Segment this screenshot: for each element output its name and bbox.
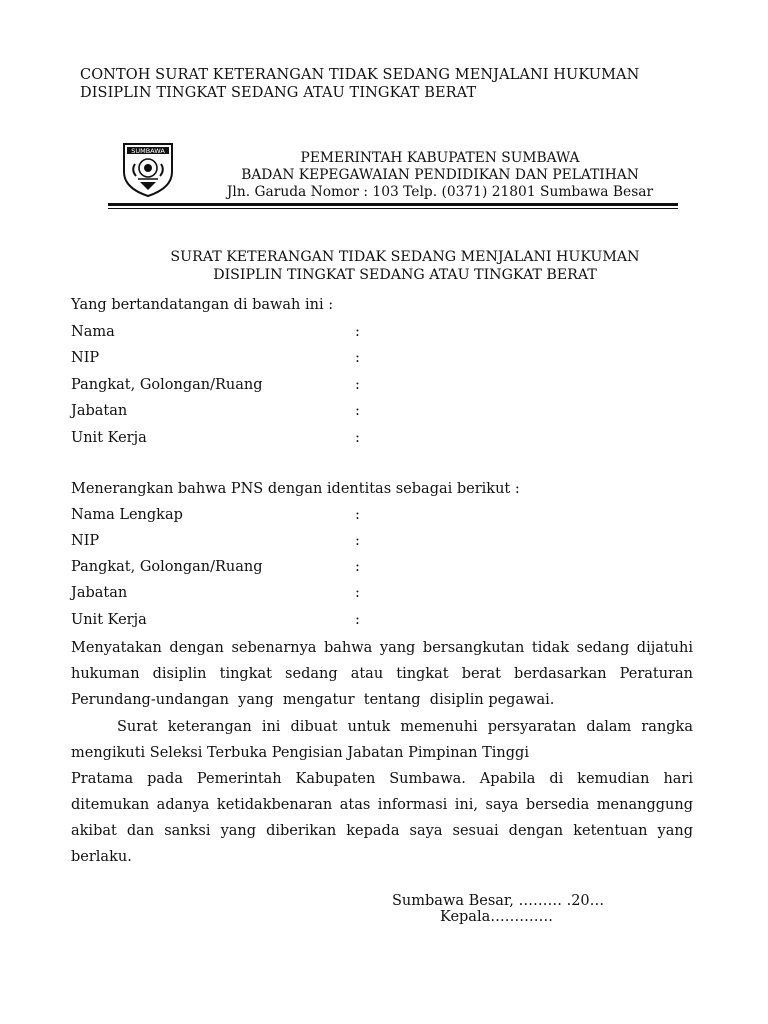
paragraph-line: ditemukan adanya ketidakbenaran atas informasi ini, saya bersedia menanggung <box>71 797 693 813</box>
field-label: Jabatan <box>71 403 128 419</box>
field-label: Unit Kerja <box>71 430 147 446</box>
paragraph-line: akibat dan sanksi yang diberikan kepada saya sesuai dengan ketentuan yang <box>71 823 693 839</box>
document-heading <box>80 66 639 102</box>
emblem-label: SUMBAWA <box>131 147 165 155</box>
field-colon: : <box>355 430 360 446</box>
letter-title <box>100 248 710 284</box>
paragraph-line: Perundang-undangan yang mengatur tentang disiplin pegawai. <box>71 692 555 708</box>
field-label: Pangkat, Golongan/Ruang <box>71 559 263 575</box>
field-colon: : <box>355 612 360 628</box>
paragraph-line: hukuman disiplin tingkat sedang atau tingkat berat berdasarkan Peraturan <box>71 666 693 682</box>
title-line-1: SURAT KETERANGAN TIDAK SEDANG MENJALANI HUKUMAN <box>170 249 640 265</box>
field-colon: : <box>355 350 360 366</box>
sumbawa-emblem-logo <box>120 140 176 198</box>
letterhead <box>200 150 680 201</box>
letterhead-rule-thin <box>108 208 678 209</box>
letterhead-institution: PEMERINTAH KABUPATEN SUMBAWA <box>300 150 580 166</box>
field-colon: : <box>355 585 360 601</box>
paragraph-line: Menyatakan dengan sebenarnya bahwa yang bersangkutan tidak sedang dijatuhi <box>71 640 693 656</box>
field-label: Jabatan <box>71 585 128 601</box>
field-label: NIP <box>71 533 100 549</box>
signatory-intro: Yang bertandatangan di bawah ini : <box>71 297 334 313</box>
field-colon: : <box>355 559 360 575</box>
field-colon: : <box>355 324 360 340</box>
field-colon: : <box>355 507 360 523</box>
paragraph-line: berlaku. <box>71 849 132 865</box>
field-colon: : <box>355 403 360 419</box>
field-label: Nama Lengkap <box>71 507 183 523</box>
emblem-icon <box>120 140 176 198</box>
letterhead-address: Jln. Garuda Nomor : 103 Telp. (0371) 21801 Sumbawa Besar <box>226 184 654 200</box>
field-colon: : <box>355 377 360 393</box>
purpose-paragraph <box>71 714 693 870</box>
subject-intro: Menerangkan bahwa PNS dengan identitas sebagai berikut : <box>71 481 520 497</box>
field-label: Unit Kerja <box>71 612 147 628</box>
paragraph-line: Surat keterangan ini dibuat untuk memenuhi persyaratan dalam rangka <box>117 719 693 735</box>
field-colon: : <box>355 533 360 549</box>
statement-paragraph <box>71 635 693 713</box>
letterhead-rule-thick <box>108 203 678 206</box>
field-label: Pangkat, Golongan/Ruang <box>71 377 263 393</box>
heading-line-1: CONTOH SURAT KETERANGAN TIDAK SEDANG MENJALANI HUKUMAN <box>80 67 640 83</box>
paragraph-line: Pratama pada Pemerintah Kabupaten Sumbawa. Apabila di kemudian hari <box>71 771 693 787</box>
field-label: Nama <box>71 324 115 340</box>
place-and-date: Sumbawa Besar, ……… .20… <box>392 893 605 909</box>
paragraph-line: mengikuti Seleksi Terbuka Pengisian Jabatan Pimpinan Tinggi <box>71 745 529 761</box>
heading-line-2: DISIPLIN TINGKAT SEDANG ATAU TINGKAT BERAT <box>80 85 477 101</box>
title-line-2: DISIPLIN TINGKAT SEDANG ATAU TINGKAT BERAT <box>213 267 597 283</box>
signatory-position: Kepala…………. <box>440 909 553 925</box>
field-label: NIP <box>71 350 100 366</box>
letterhead-agency: BADAN KEPEGAWAIAN PENDIDIKAN DAN PELATIHAN <box>241 167 639 183</box>
